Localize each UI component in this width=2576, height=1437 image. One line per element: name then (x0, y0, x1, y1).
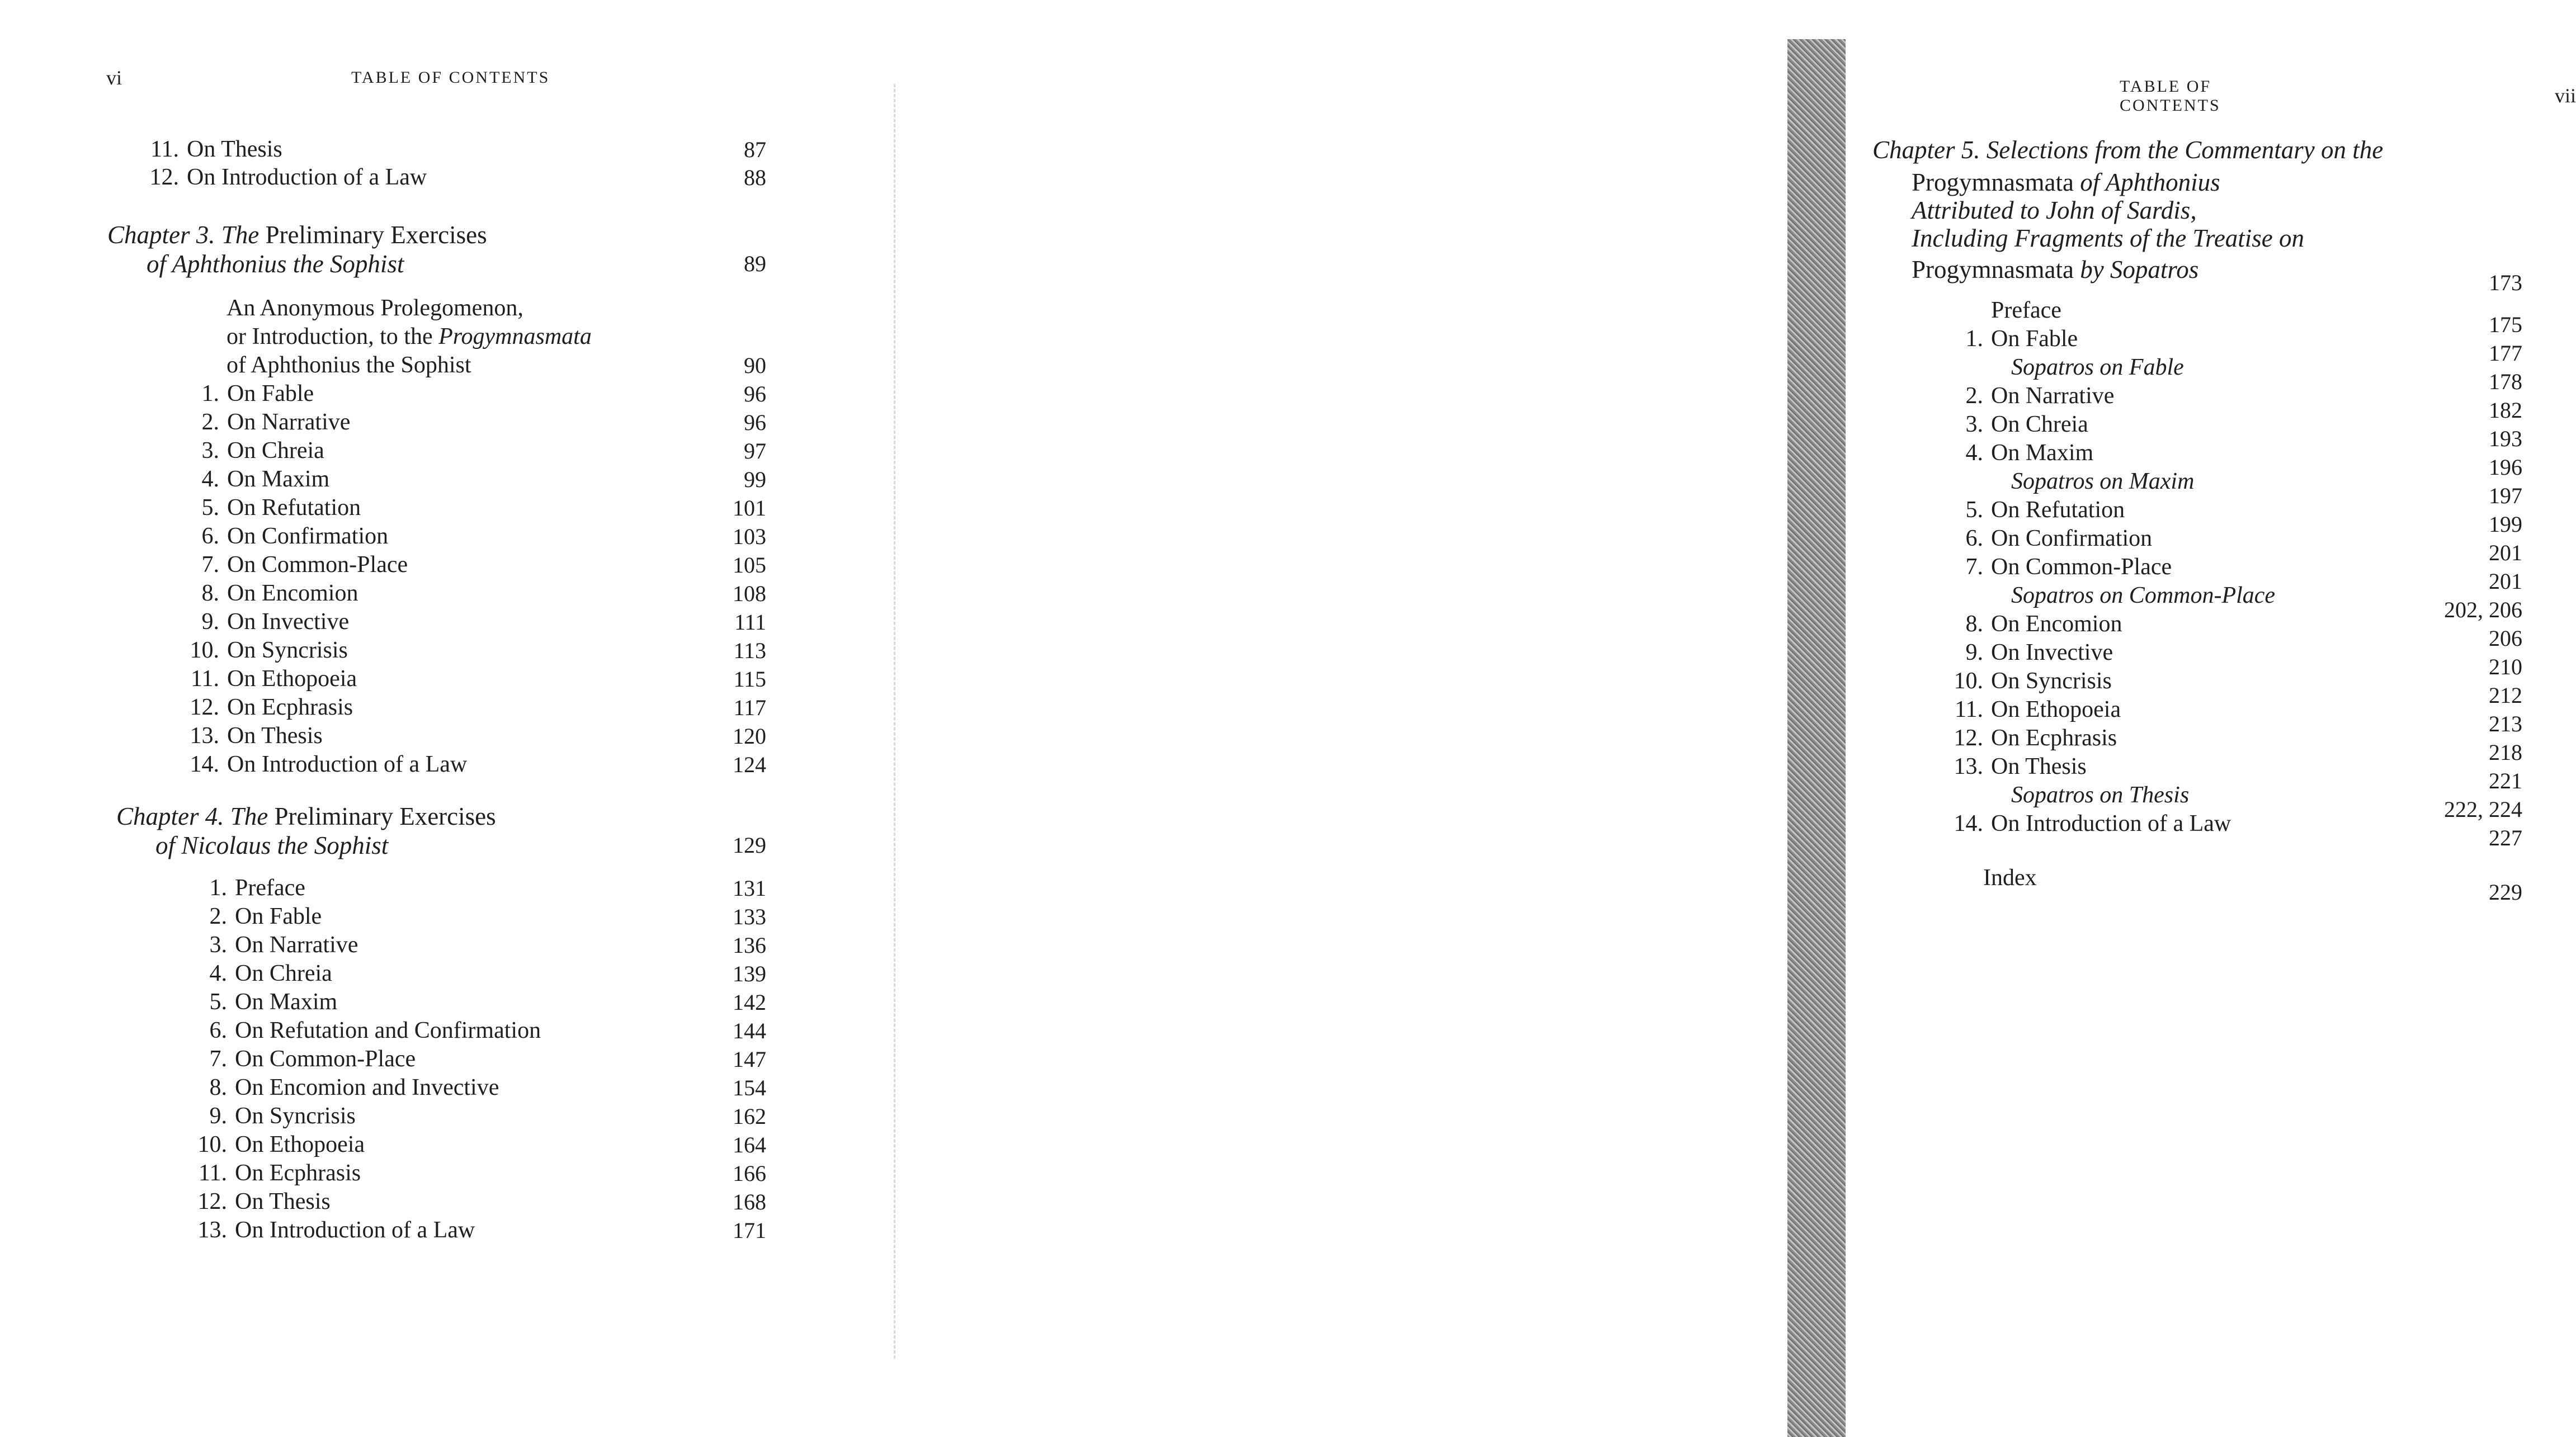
chapter-5-line-3: Attributed to John of Sardis, (1912, 196, 2197, 224)
left-running-head: TABLE OF CONTENTS (351, 68, 550, 87)
entry-page: 139 (733, 961, 766, 986)
toc-entry: 14. On Introduction of a Law (1954, 811, 2231, 836)
toc-entry: Sopatros on Fable (2011, 354, 2184, 380)
entry-page: 175 (2489, 312, 2522, 337)
entry-page: 124 (733, 752, 766, 777)
entry-page: 178 (2489, 369, 2522, 394)
toc-entry: 11. On Ethopoeia (191, 666, 357, 692)
toc-entry: 9. On Invective (1965, 640, 2113, 665)
entry-page: 218 (2489, 740, 2522, 765)
toc-entry: 11. On Ethopoeia (1955, 697, 2121, 722)
right-folio: vii (2555, 84, 2576, 107)
entry-page: 199 (2489, 512, 2522, 537)
entry-page: 221 (2489, 768, 2522, 793)
chapter-4-subheading: of Nicolaus the Sophist (155, 831, 389, 859)
chapter-5-line-4: Including Fragments of the Treatise on (1912, 224, 2305, 252)
entry-page: 166 (733, 1161, 766, 1186)
toc-entry: 9. On Syncrisis (209, 1103, 356, 1129)
entry-page: 133 (733, 904, 766, 929)
entry-page: 177 (2489, 341, 2522, 366)
prolegomenon-page: 90 (744, 353, 766, 378)
entry-number: 11. (150, 136, 179, 162)
entry-page: 136 (733, 933, 766, 958)
toc-entry: Sopatros on Common-Place (2011, 583, 2276, 608)
entry-page: 142 (733, 990, 766, 1015)
toc-entry: 10. On Ethopoeia (197, 1132, 365, 1157)
chapter-5-page: 173 (2489, 270, 2522, 295)
entry-page: 196 (2489, 455, 2522, 480)
entry-page: 206 (2489, 626, 2522, 651)
entry-page: 164 (733, 1132, 766, 1157)
toc-entry: 5. On Refutation (201, 495, 361, 521)
entry-page: 103 (733, 524, 766, 549)
right-running-head: TABLE OF CONTENTS (2120, 77, 2221, 115)
chapter-5-line-2: Progymnasmata of Aphthonius (1912, 168, 2220, 196)
toc-entry: 13. On Thesis (190, 723, 323, 749)
chapter-5-line-5: Progymnasmata by Sopatros (1912, 256, 2199, 283)
toc-entry: Sopatros on Maxim (2011, 469, 2195, 494)
entry-page: 197 (2489, 483, 2522, 508)
entry-page: 120 (733, 724, 766, 749)
toc-entry: 1. Preface (209, 875, 305, 901)
index-page: 229 (2489, 880, 2522, 905)
index-entry: Index (1983, 865, 2037, 891)
toc-entry: 11. On Ecphrasis (199, 1160, 361, 1186)
entry-page: 168 (733, 1189, 766, 1214)
toc-entry: 10. On Syncrisis (1954, 668, 2112, 694)
toc-entry: 2. On Fable (209, 904, 322, 929)
entry-page: 201 (2489, 540, 2522, 565)
entry-page: 212 (2489, 683, 2522, 708)
left-page (0, 0, 895, 1426)
prolegomenon-line-1: An Anonymous Prolegomenon, (227, 295, 523, 321)
prolegomenon-line-3: of Aphthonius the Sophist (227, 352, 471, 378)
entry-page: 222, 224 (2444, 797, 2522, 822)
toc-entry: Sopatros on Thesis (2011, 782, 2190, 808)
toc-entry: 7. On Common-Place (1965, 554, 2172, 580)
entry-page: 101 (733, 495, 766, 521)
toc-entry: 6. On Confirmation (1965, 526, 2153, 551)
toc-entry: 12. On Ecphrasis (190, 694, 353, 720)
entry-page: 202, 206 (2444, 597, 2522, 622)
entry-page: 227 (2489, 825, 2522, 850)
toc-entry: 3. On Chreia (1965, 412, 2088, 437)
entry-page: 147 (733, 1047, 766, 1072)
toc-entry: Preface (1991, 297, 2061, 323)
toc-entry: 8. On Encomion (201, 580, 358, 606)
chapter-3-subheading: of Aphthonius the Sophist (147, 250, 404, 278)
right-page (895, 0, 2576, 1426)
entry-page: 113 (733, 638, 766, 663)
toc-entry: 4. On Chreia (209, 961, 332, 986)
entry-page: 96 (744, 410, 766, 435)
toc-entry: 3. On Narrative (209, 932, 358, 958)
toc-entry: 5. On Maxim (209, 989, 338, 1015)
entry-title: On Introduction of a Law (187, 164, 427, 190)
toc-entry: 7. On Common-Place (209, 1046, 416, 1072)
toc-entry: 7. On Common-Place (201, 552, 408, 578)
entry-page: 108 (733, 581, 766, 606)
entry-page: 201 (2489, 569, 2522, 594)
book-edge (1787, 39, 1846, 1437)
toc-entry: 6. On Confirmation (201, 523, 389, 549)
entry-page: 144 (733, 1018, 766, 1043)
entry-page: 171 (733, 1218, 766, 1243)
chapter-4-page: 129 (733, 833, 766, 858)
chapter-3-page: 89 (744, 251, 766, 276)
chapter-4-heading: Chapter 4. The Preliminary Exercises (116, 802, 496, 830)
entry-page: 182 (2489, 398, 2522, 423)
entry-page: 88 (744, 165, 766, 190)
entry-page: 97 (744, 438, 766, 464)
toc-entry: 2. On Narrative (1965, 383, 2115, 409)
entry-page: 105 (733, 552, 766, 578)
toc-entry: 14. On Introduction of a Law (190, 751, 468, 777)
prolegomenon-line-2: or Introduction, to the Progymnasmata (227, 324, 592, 349)
toc-entry (145, 135, 282, 164)
toc-entry: 8. On Encomion (1965, 611, 2122, 637)
entry-page: 115 (733, 666, 766, 692)
entry-title: On Thesis (187, 136, 282, 162)
entry-page: 210 (2489, 654, 2522, 679)
toc-entry: 6. On Refutation and Confirmation (209, 1018, 541, 1043)
entry-page: 193 (2489, 426, 2522, 451)
entry-page: 87 (744, 137, 766, 162)
toc-entry: 1. On Fable (201, 381, 314, 406)
toc-entry: 8. On Encomion and Invective (209, 1075, 499, 1100)
entry-page: 162 (733, 1104, 766, 1129)
toc-entry: 10. On Syncrisis (190, 637, 348, 663)
toc-entry: 3. On Chreia (201, 438, 324, 464)
toc-entry: 12. On Thesis (197, 1189, 331, 1214)
toc-entry: 5. On Refutation (1965, 497, 2125, 523)
entry-page: 213 (2489, 711, 2522, 736)
toc-entry: 13. On Introduction of a Law (197, 1217, 475, 1243)
chapter-3-heading: Chapter 3. The Preliminary Exercises (107, 221, 487, 249)
entry-page: 154 (733, 1075, 766, 1100)
toc-entry (145, 163, 427, 192)
chapter-5-heading: Chapter 5. Selections from the Commentary on the (1872, 136, 2384, 164)
toc-entry: 4. On Maxim (201, 466, 330, 492)
toc-entry: 1. On Fable (1965, 326, 2078, 352)
left-folio: vi (106, 67, 122, 89)
entry-page: 117 (733, 695, 766, 720)
entry-number: 12. (149, 164, 179, 190)
entry-page: 96 (744, 381, 766, 406)
entry-page: 131 (733, 876, 766, 901)
toc-entry: 12. On Ecphrasis (1954, 725, 2117, 751)
entry-page: 111 (734, 609, 766, 635)
toc-entry: 2. On Narrative (201, 409, 351, 435)
entry-page: 99 (744, 467, 766, 492)
toc-entry: 4. On Maxim (1965, 440, 2094, 466)
toc-entry: 13. On Thesis (1954, 754, 2087, 779)
toc-entry: 9. On Invective (201, 609, 350, 635)
